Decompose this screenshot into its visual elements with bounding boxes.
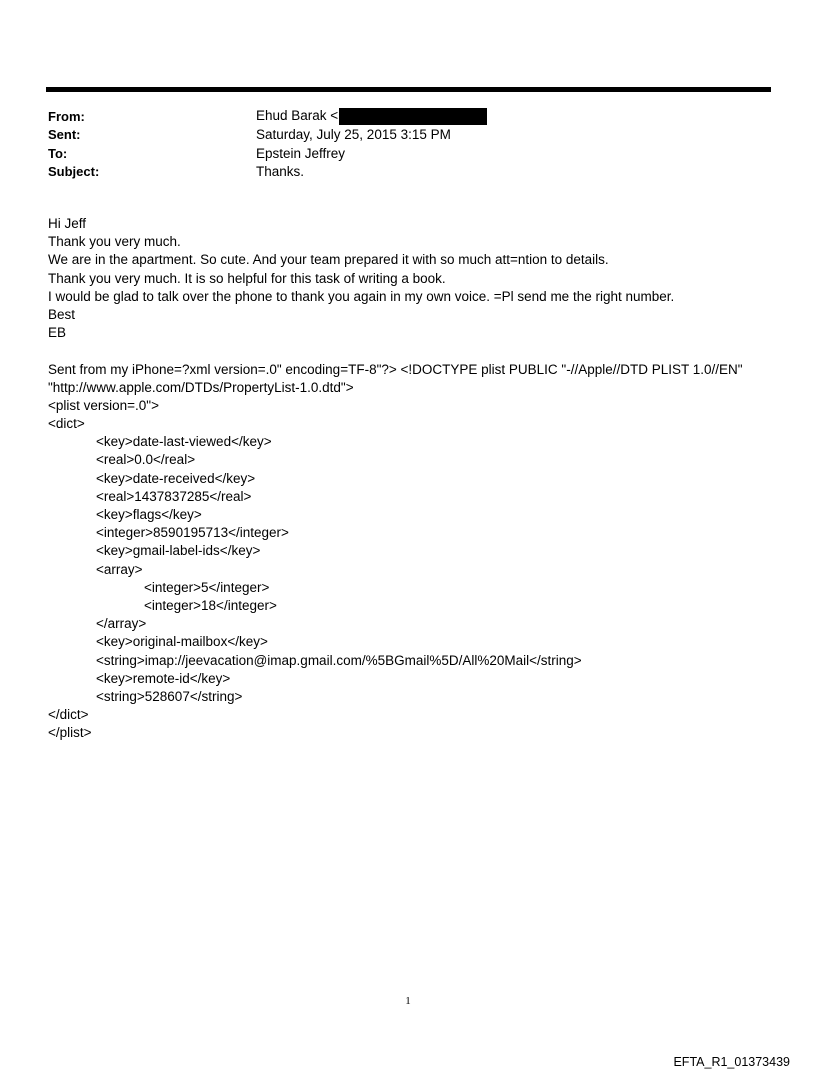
plist-line: <real>1437837285</real>	[96, 488, 252, 504]
plist-line: Sent from my iPhone=?xml version=.0" encoding=TF-8"?> <!DOCTYPE plist PUBLIC "-//Apple//DTD PLIST 1.0//EN"	[48, 361, 743, 377]
plist-line: <plist version=.0">	[48, 397, 159, 413]
plist-line: <key>date-received</key>	[96, 470, 256, 486]
plist-line: <integer>8590195713</integer>	[96, 525, 289, 541]
from-name: Ehud Barak <	[256, 107, 339, 123]
plist-line: <array>	[96, 561, 143, 577]
from-label: From:	[48, 108, 85, 124]
sent-row	[48, 126, 748, 145]
body-line: I would be glad to talk over the phone to thank you again in my own voice. =Pl send me the right number.	[48, 288, 675, 304]
sign-off: Best	[48, 306, 76, 322]
to-value: Epstein Jeffrey	[256, 145, 346, 161]
to-row	[48, 144, 748, 163]
plist-line: </array>	[96, 616, 147, 632]
sent-label: Sent:	[48, 127, 81, 143]
plist-line: </plist>	[48, 725, 92, 741]
plist-line: <key>remote-id</key>	[96, 670, 231, 686]
paragraph-gap	[48, 342, 768, 360]
body-line: We are in the apartment. So cute. And your team prepared it with so much att=ntion to details.	[48, 252, 609, 268]
from-value	[256, 108, 487, 125]
plist-line: <key>date-last-viewed</key>	[96, 434, 272, 450]
email-body	[48, 215, 768, 742]
subject-row	[48, 163, 748, 182]
body-line: Thank you very much. It is so helpful for this task of writing a book.	[48, 270, 446, 286]
page-number: 1	[405, 995, 411, 1007]
from-row	[48, 107, 748, 126]
plist-line: </dict>	[48, 707, 89, 723]
subject-value: Thanks.	[256, 164, 305, 180]
plist-line: <string>imap://jeevacation@imap.gmail.com/%5BGmail%5D/All%20Mail</string>	[96, 652, 582, 668]
plist-line: <integer>18</integer>	[144, 597, 277, 613]
plist-line: <key>gmail-label-ids</key>	[96, 543, 261, 559]
plist-line: <integer>5</integer>	[144, 579, 270, 595]
redaction-box	[339, 108, 487, 125]
sent-value: Saturday, July 25, 2015 3:15 PM	[256, 127, 451, 143]
to-label: To:	[48, 145, 68, 161]
plist-line: <string>528607</string>	[96, 688, 243, 704]
signature: EB	[48, 325, 67, 341]
email-header	[48, 107, 748, 181]
header-rule	[46, 87, 771, 92]
plist-line: <key>original-mailbox</key>	[96, 634, 268, 650]
plist-line: <real>0.0</real>	[96, 452, 196, 468]
greeting: Hi Jeff	[48, 216, 87, 231]
plist-line: <key>flags</key>	[96, 507, 202, 522]
body-line: Thank you very much.	[48, 234, 181, 250]
plist-line: "http://www.apple.com/DTDs/PropertyList-1.0.dtd">	[48, 379, 354, 395]
subject-label: Subject:	[48, 164, 100, 180]
bates-number: EFTA_R1_01373439	[673, 1055, 790, 1069]
plist-line: <dict>	[48, 416, 85, 432]
